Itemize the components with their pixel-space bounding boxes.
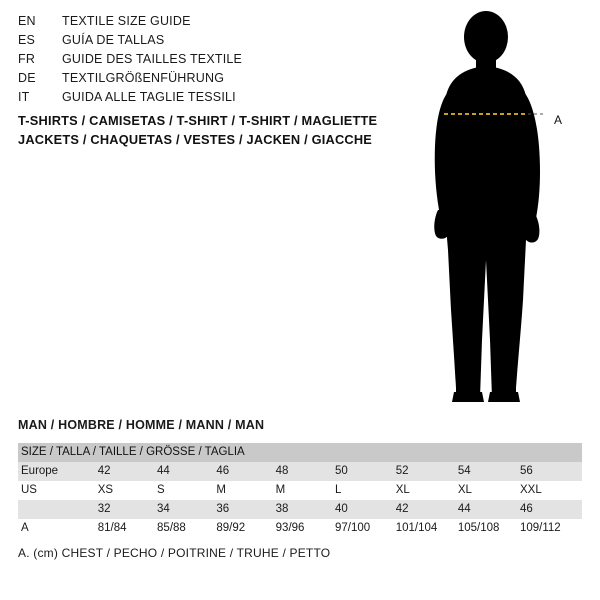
table-row (18, 481, 582, 500)
table-cell: 44 (157, 462, 216, 481)
category-list (18, 111, 398, 149)
table-cell: 93/96 (276, 519, 335, 538)
table-cell: 81/84 (98, 519, 157, 538)
table-header-row (18, 443, 582, 462)
table-cell: XL (396, 481, 458, 500)
row-label: US (18, 481, 98, 500)
language-code: ES (18, 33, 36, 47)
measure-label-a: A (554, 113, 563, 127)
language-code: DE (18, 71, 36, 85)
table-cell: 42 (396, 500, 458, 519)
table-cell: 46 (216, 462, 275, 481)
table-cell: 36 (216, 500, 275, 519)
row-label (18, 500, 98, 519)
language-code: FR (18, 52, 36, 66)
table-cell: 54 (458, 462, 520, 481)
table-cell: M (276, 481, 335, 500)
language-text: TEXTILE SIZE GUIDE (62, 14, 191, 28)
table-cell: XS (98, 481, 157, 500)
table-cell: 105/108 (458, 519, 520, 538)
table-cell: 48 (276, 462, 335, 481)
table-cell: 109/112 (520, 519, 582, 538)
table-cell: 46 (520, 500, 582, 519)
row-label: A (18, 519, 98, 538)
category-line-jackets: JACKETS / CHAQUETAS / VESTES / JACKEN / GIACCHE (18, 132, 373, 147)
language-text: GUÍA DE TALLAS (62, 33, 165, 47)
table-cell: 40 (335, 500, 396, 519)
table-header-label: SIZE / TALLA / TAILLE / GRÖSSE / TAGLIA (18, 443, 582, 462)
category-line-tshirts: T-SHIRTS / CAMISETAS / T-SHIRT / T-SHIRT / MAGLIETTE (18, 113, 378, 128)
language-row (18, 33, 388, 52)
language-list (18, 14, 388, 109)
language-code: EN (18, 14, 36, 28)
language-row (18, 71, 388, 90)
table-row (18, 500, 582, 519)
table-cell: 56 (520, 462, 582, 481)
table-row (18, 462, 582, 481)
table-cell: S (157, 481, 216, 500)
silhouette-svg (398, 10, 598, 405)
table-cell: 38 (276, 500, 335, 519)
footnote: A. (cm) CHEST / PECHO / POITRINE / TRUHE / PETTO (18, 546, 331, 560)
table-cell: L (335, 481, 396, 500)
language-row (18, 14, 388, 33)
table-cell: 52 (396, 462, 458, 481)
row-label: Europe (18, 462, 98, 481)
table-cell: 97/100 (335, 519, 396, 538)
table-row (18, 519, 582, 538)
table-cell: 42 (98, 462, 157, 481)
table-cell: M (216, 481, 275, 500)
table-cell: 101/104 (396, 519, 458, 538)
language-code: IT (18, 90, 30, 104)
language-text: GUIDE DES TAILLES TEXTILE (62, 52, 243, 66)
language-text: TEXTILGRÖßENFÜHRUNG (62, 71, 225, 85)
table-cell: 89/92 (216, 519, 275, 538)
language-row (18, 90, 388, 109)
table-cell: 50 (335, 462, 396, 481)
language-row (18, 52, 388, 71)
table-cell: XXL (520, 481, 582, 500)
table-cell: 44 (458, 500, 520, 519)
table-cell: 32 (98, 500, 157, 519)
size-table (18, 443, 582, 538)
table-cell: XL (458, 481, 520, 500)
table-cell: 85/88 (157, 519, 216, 538)
table-title: MAN / HOMBRE / HOMME / MANN / MAN (18, 418, 265, 432)
table-cell: 34 (157, 500, 216, 519)
male-silhouette-figure (398, 10, 598, 405)
language-text: GUIDA ALLE TAGLIE TESSILI (62, 90, 236, 104)
